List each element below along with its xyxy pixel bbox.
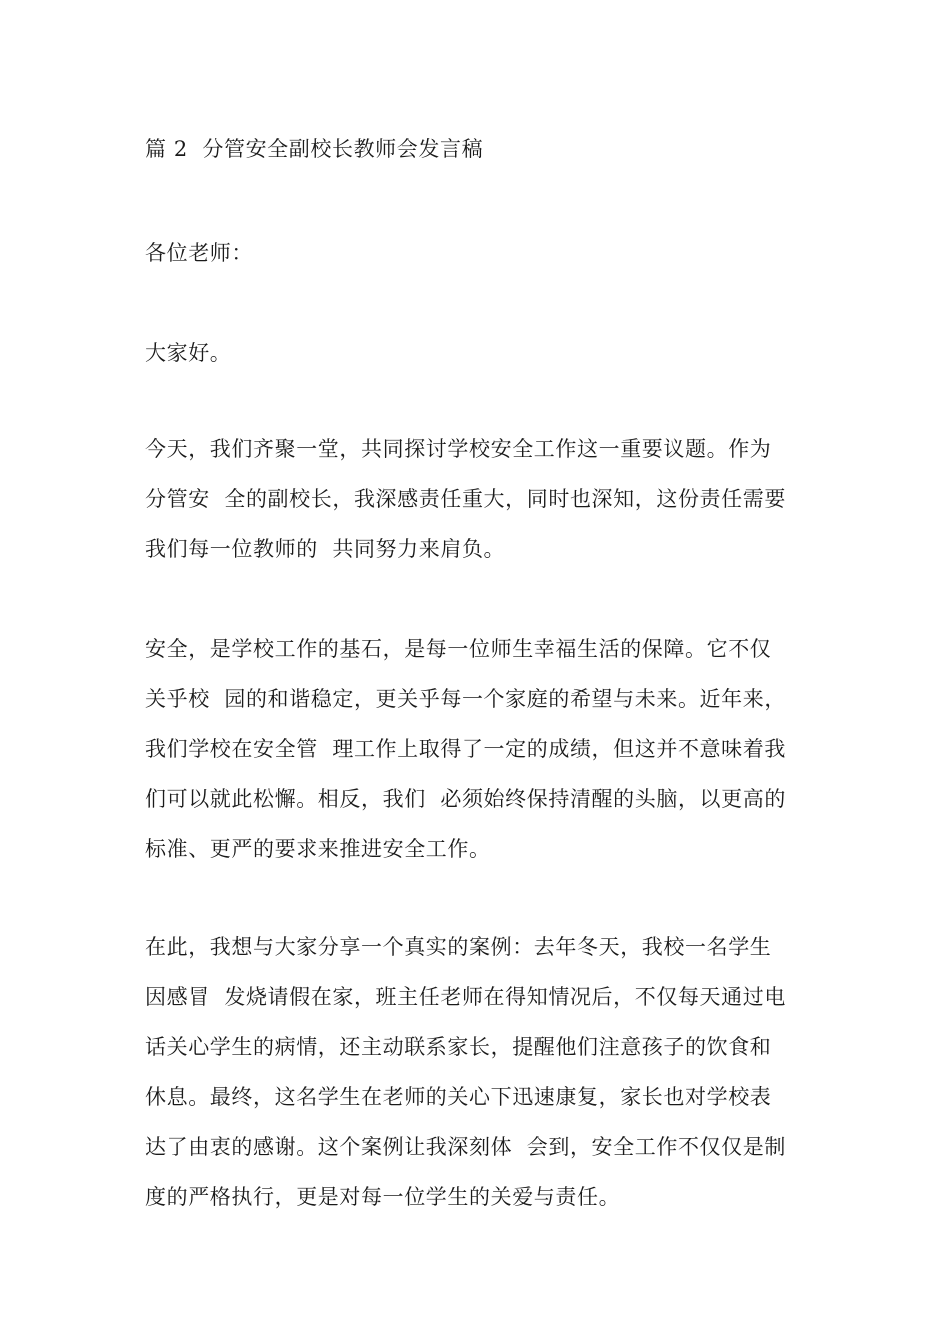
paragraph-line: 分管安 全的副校长，我深感责任重大，同时也深知，这份责任需要 [145, 487, 786, 511]
paragraph-line: 安全，是学校工作的基石，是每一位师生幸福生活的保障。它不仅 [145, 637, 772, 661]
paragraph-line: 们可以就此松懈。相反，我们 必须始终保持清醒的头脑，以更高的 [145, 787, 786, 811]
paragraph-line: 今天，我们齐聚一堂，共同探讨学校安全工作这一重要议题。作为 [145, 437, 772, 461]
paragraph-line: 在此，我想与大家分享一个真实的案例：去年冬天，我校一名学生 [145, 935, 772, 959]
paragraph-line: 达了由衷的感谢。这个案例让我深刻体 会到，安全工作不仅仅是制 [145, 1135, 786, 1159]
paragraph-line: 关乎校 园的和谐稳定，更关乎每一个家庭的希望与未来。近年来， [145, 687, 786, 711]
greeting: 大家好。 [145, 341, 232, 365]
paragraph-line: 度的严格执行，更是对每一位学生的关爱与责任。 [145, 1185, 621, 1209]
salutation: 各位老师： [145, 241, 253, 265]
paragraph-line: 休息。最终，这名学生在老师的关心下迅速康复，家长也对学校表 [145, 1085, 772, 1109]
document-title: 篇 2 分管安全副校长教师会发言稿 [145, 137, 484, 161]
paragraph-line: 标准、更严的要求来推进安全工作。 [145, 837, 491, 861]
paragraph-line: 话关心学生的病情，还主动联系家长，提醒他们注意孩子的饮食和 [145, 1035, 772, 1059]
paragraph-line: 因感冒 发烧请假在家，班主任老师在得知情况后，不仅每天通过电 [145, 985, 786, 1009]
paragraph-line: 我们学校在安全管 理工作上取得了一定的成绩，但这并不意味着我 [145, 737, 786, 761]
paragraph-line: 我们每一位教师的 共同努力来肩负。 [145, 537, 506, 561]
